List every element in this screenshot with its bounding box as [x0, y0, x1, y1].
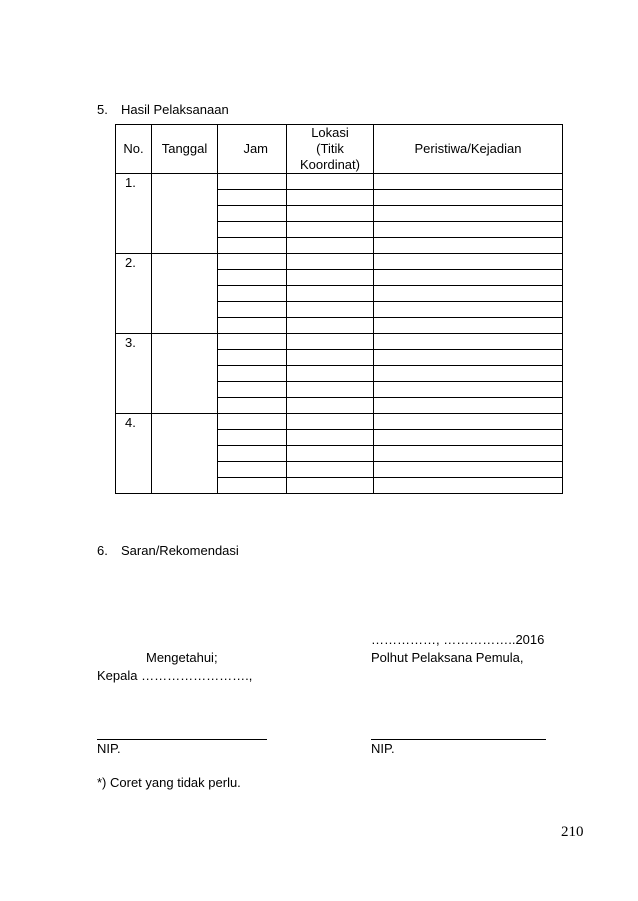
results-table: [115, 124, 563, 494]
tanggal-cell: [152, 414, 218, 494]
table-row: [116, 254, 563, 270]
group-number-cell: 4.: [116, 414, 152, 494]
group-number-cell: 1.: [116, 174, 152, 254]
section-5-title: Hasil Pelaksanaan: [121, 102, 229, 117]
group-number-cell: 3.: [116, 334, 152, 414]
left-nip-label: NIP.: [97, 741, 121, 756]
tanggal-cell: [152, 174, 218, 254]
table-row: [116, 414, 563, 430]
section-6-number: 6.: [97, 543, 108, 558]
table-header-row: [116, 125, 563, 174]
section-5-number: 5.: [97, 102, 108, 117]
jam-cell: [218, 174, 287, 190]
table-row: [116, 334, 563, 350]
page-number: 210: [561, 824, 584, 840]
table-row: [116, 174, 563, 190]
section-6-title: Saran/Rekomendasi: [121, 543, 239, 558]
header-lokasi: Lokasi (Titik Koordinat): [287, 125, 374, 174]
lokasi-cell: [287, 174, 374, 190]
left-signature-line: [97, 739, 267, 740]
right-nip-label: NIP.: [371, 741, 395, 756]
header-jam: Jam: [218, 125, 287, 174]
tanggal-cell: [152, 254, 218, 334]
head-role: Kepala …………………….,: [97, 668, 253, 683]
approval-label: Mengetahui;: [146, 650, 218, 665]
tanggal-cell: [152, 334, 218, 414]
header-no: No.: [116, 125, 152, 174]
group-number-cell: 2.: [116, 254, 152, 334]
peristiwa-cell: [374, 174, 563, 190]
officer-role: Polhut Pelaksana Pemula,: [371, 650, 524, 665]
header-tanggal: Tanggal: [152, 125, 218, 174]
header-peristiwa: Peristiwa/Kejadian: [374, 125, 563, 174]
footnote: *) Coret yang tidak perlu.: [97, 775, 241, 790]
right-signature-line: [371, 739, 546, 740]
date-line: ……………, ……………..2016: [371, 632, 545, 647]
